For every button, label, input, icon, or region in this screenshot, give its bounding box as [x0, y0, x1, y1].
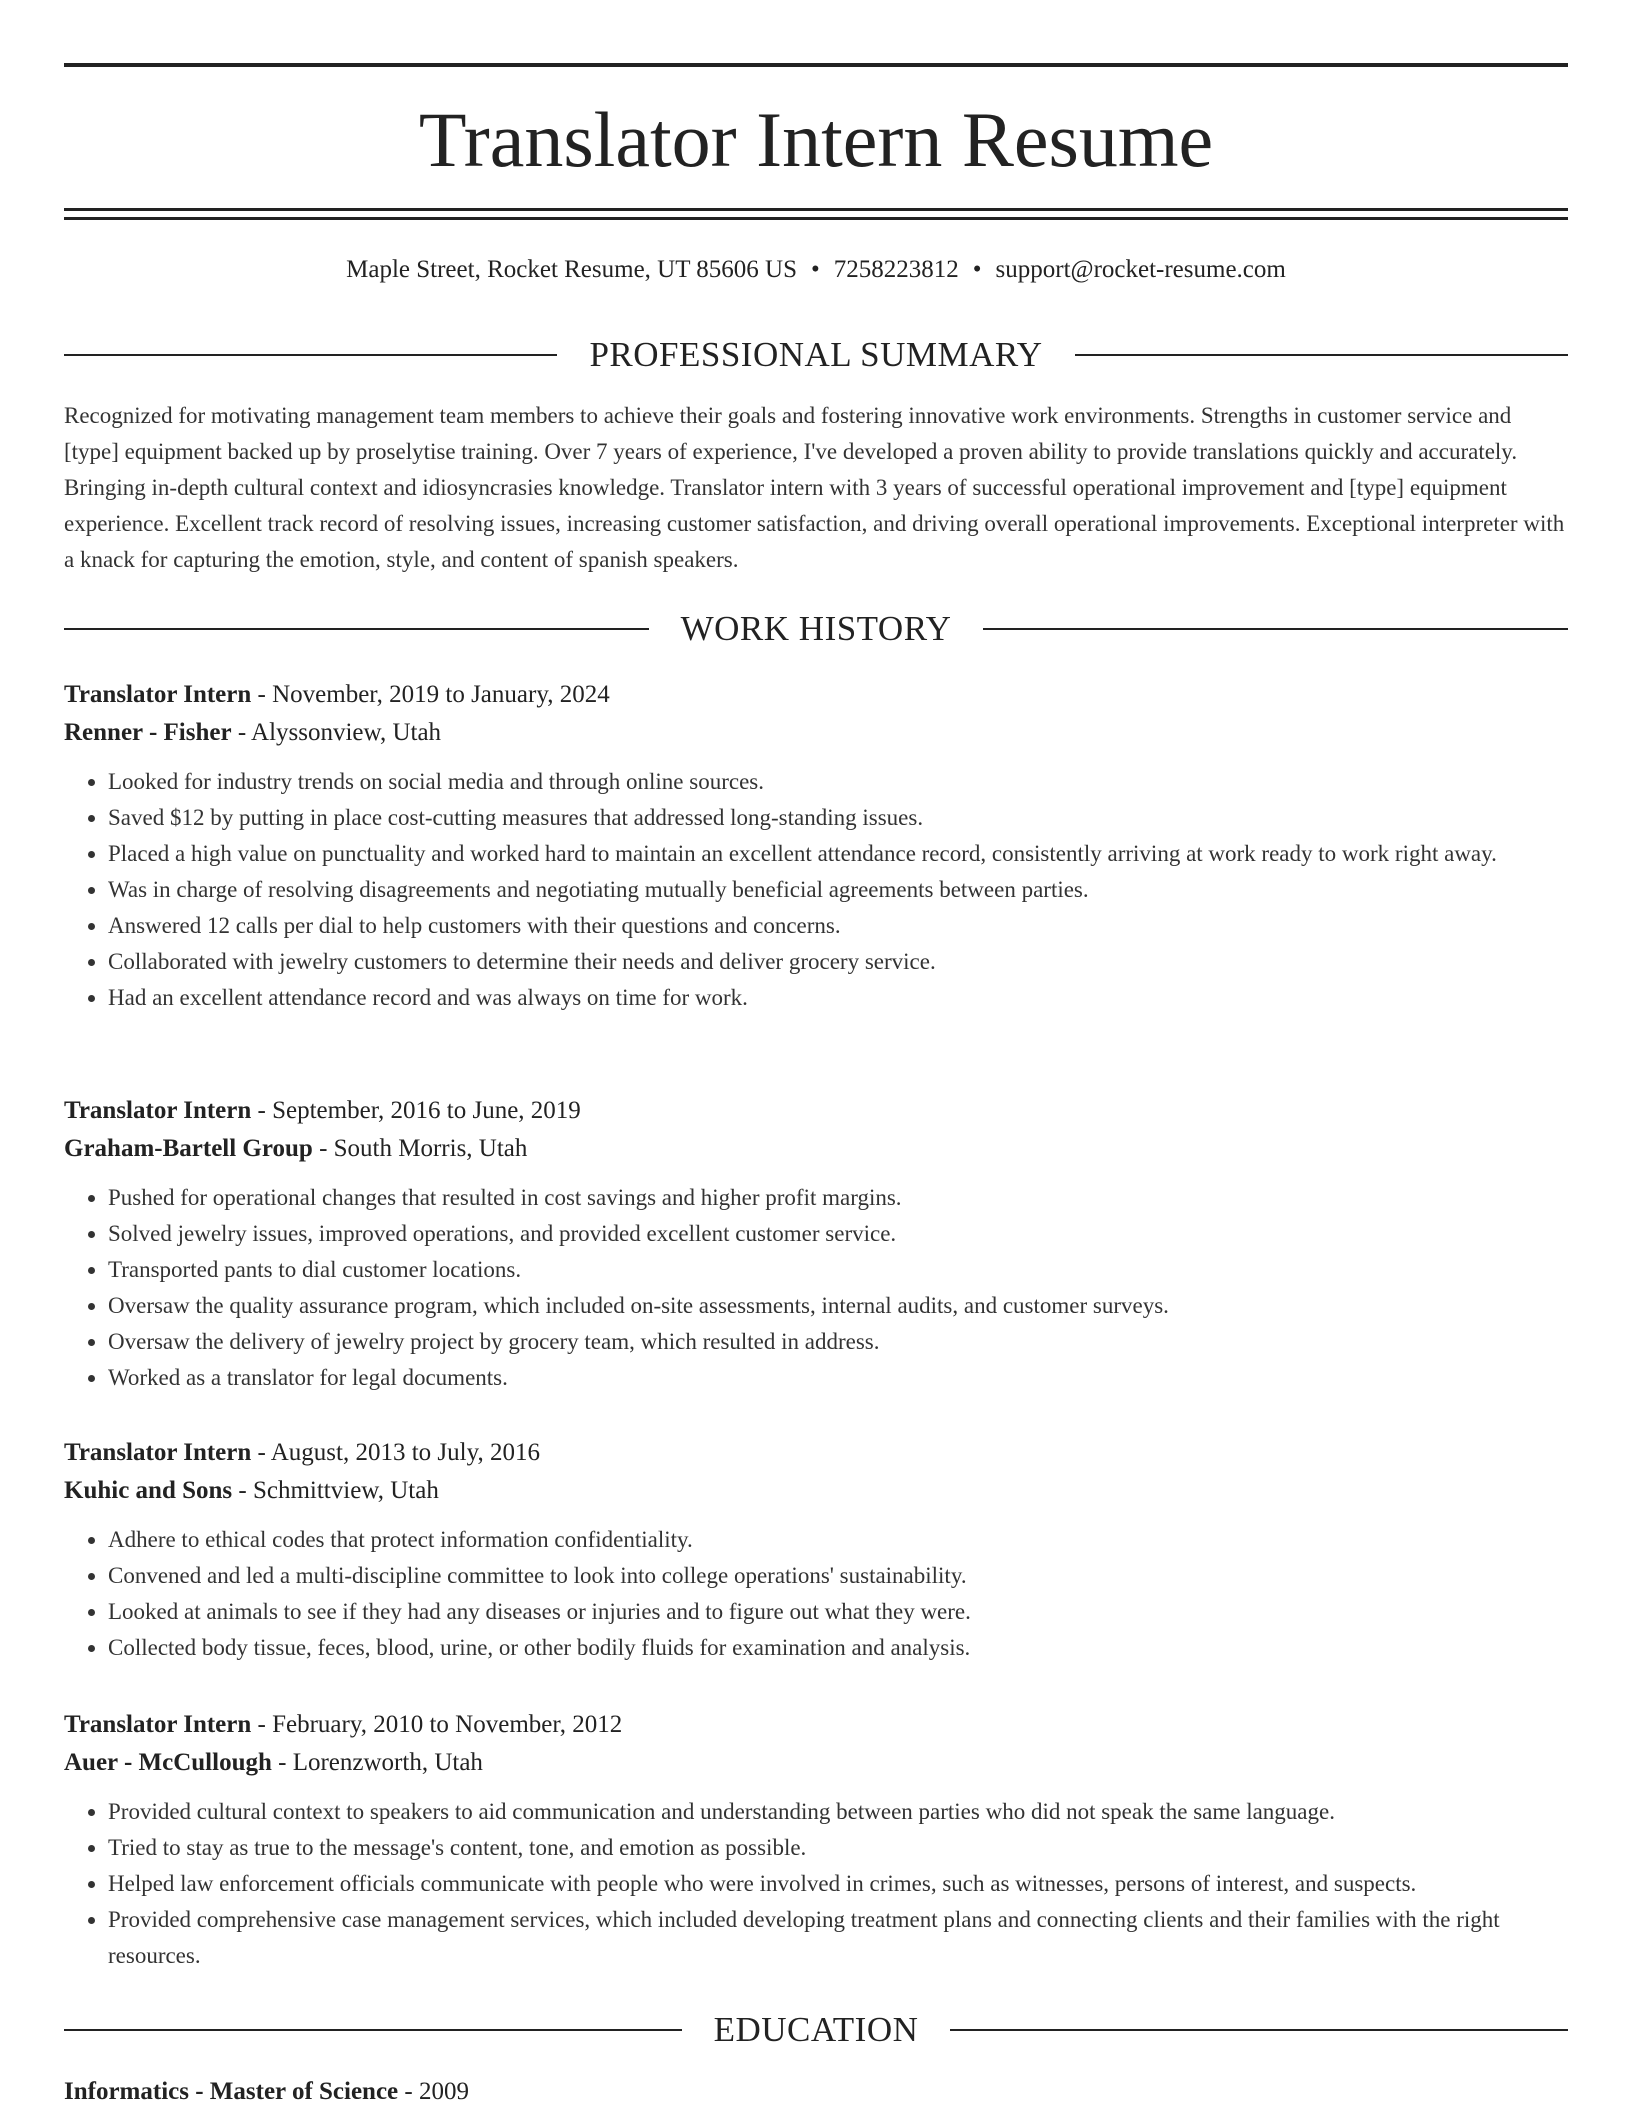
job-company: Graham-Bartell Group [64, 1135, 313, 1162]
heading-rule-left [64, 2029, 682, 2031]
job-company: Kuhic and Sons [64, 1477, 233, 1504]
list-item: • Answered 12 calls per dial to help customers with their questions and concerns. [108, 908, 1568, 944]
heading-rule-right [1075, 354, 1568, 356]
job-dates: - November, 2019 to January, 2024 [251, 681, 610, 708]
list-item: • Had an excellent attendance record and was always on time for work. [108, 980, 1568, 1016]
job-company: Auer - McCullough [64, 1749, 272, 1776]
job-title: Translator Intern [64, 1439, 252, 1466]
job-company: Renner - Fisher [64, 719, 232, 746]
job-title: Translator Intern [64, 1711, 252, 1738]
job-dates: - February, 2010 to November, 2012 [251, 1711, 623, 1738]
job-entry [64, 676, 1568, 1016]
section-heading-education [64, 2008, 1568, 2052]
contact-line [64, 253, 1568, 287]
section-heading-work-history [64, 607, 1568, 651]
job-company-line [64, 1472, 1568, 1510]
job-title: Translator Intern [64, 681, 252, 708]
list-item: • Looked for industry trends on social media and through online sources. [108, 764, 1568, 800]
address-text: Maple Street, Rocket Resume, UT 85606 US [346, 256, 798, 283]
heading-rule-right [950, 2029, 1568, 2031]
phone-text[interactable]: 7258223812 [833, 256, 959, 283]
section-heading-label: EDUCATION [713, 2010, 919, 2049]
contact-separator: • [972, 256, 982, 283]
list-item: • Saved $12 by putting in place cost-cutting measures that addressed long-standing issues. [108, 800, 1568, 836]
job-bullet-list [64, 764, 1568, 1016]
job-entry [64, 1706, 1568, 1974]
job-title: Translator Intern [64, 1097, 252, 1124]
list-item: • Worked as a translator for legal documents. [108, 1360, 1568, 1396]
list-item: • Provided comprehensive case management services, which included developing treatment plans and connecting clients and their families with the right resources. [108, 1902, 1568, 1974]
list-item: • Collaborated with jewelry customers to determine their needs and deliver grocery service. [108, 944, 1568, 980]
list-item: • Collected body tissue, feces, blood, urine, or other bodily fluids for examination and analysis. [108, 1630, 1568, 1666]
contact-separator: • [811, 256, 820, 283]
job-company-line [64, 714, 1568, 752]
job-location: - Lorenzworth, Utah [271, 1749, 483, 1776]
education-entry [64, 2073, 1568, 2111]
list-item: • Looked at animals to see if they had any diseases or injuries and to figure out what they were. [108, 1594, 1568, 1630]
job-entry [64, 1092, 1568, 1396]
job-bullet-list [64, 1180, 1568, 1396]
job-dates: - September, 2016 to June, 2019 [251, 1097, 581, 1124]
resume-title: Translator Intern Resume [418, 96, 1214, 183]
education-degree: Informatics - Master of Science [64, 2078, 399, 2105]
job-company-line [64, 1744, 1568, 1782]
job-title-line [64, 1092, 1568, 1130]
summary-paragraph: Recognized for motivating management team members to achieve their goals and fostering innovative work environments. Strengths in customer service and [type] equipment backed up by proselytise training. Over 7 years of experience, I've developed a proven ability to provide translations quickly and accurately. Bringing in-depth cultural context and idiosyncrasies knowledge. Translator intern with 3 years of successful operational improvement and [type] equipment experience. Excellent track record of resolving issues, increasing customer satisfaction, and driving overall operational improvements. Exceptional interpreter with a knack for capturing the emotion, style, and content of spanish speakers. [64, 403, 1565, 572]
list-item: • Transported pants to dial customer locations. [108, 1252, 1568, 1288]
section-heading-label: WORK HISTORY [680, 609, 952, 648]
list-item: • Oversaw the delivery of jewelry project by grocery team, which resulted in address. [108, 1324, 1568, 1360]
job-location: - South Morris, Utah [312, 1135, 528, 1162]
email-link[interactable]: support@rocket-resume.com [995, 256, 1286, 283]
list-item: • Tried to stay as true to the message's content, tone, and emotion as possible. [108, 1830, 1568, 1866]
job-bullet-list [64, 1794, 1568, 1974]
list-item: • Convened and led a multi-discipline committee to look into college operations' sustainability. [108, 1558, 1568, 1594]
list-item: • Provided cultural context to speakers to aid communication and understanding between parties who did not speak the same language. [108, 1794, 1568, 1830]
job-title-line [64, 676, 1568, 714]
job-company-line [64, 1130, 1568, 1168]
list-item: • Placed a high value on punctuality and worked hard to maintain an excellent attendance record, consistently arriving at work ready to work right away. [108, 836, 1568, 872]
job-title-line [64, 1434, 1568, 1472]
education-year: - 2009 [398, 2078, 469, 2105]
list-item: • Helped law enforcement officials communicate with people who were involved in crimes, such as witnesses, persons of interest, and suspects. [108, 1866, 1568, 1902]
list-item: • Oversaw the quality assurance program, which included on-site assessments, internal audits, and customer surveys. [108, 1288, 1568, 1324]
job-title-line [64, 1706, 1568, 1744]
section-heading-summary [64, 333, 1568, 377]
heading-rule-left [64, 354, 557, 356]
heading-rule-right [983, 628, 1568, 630]
job-location: - Schmittview, Utah [232, 1477, 439, 1504]
section-heading-label: PROFESSIONAL SUMMARY [589, 335, 1043, 374]
list-item: • Pushed for operational changes that resulted in cost savings and higher profit margins. [108, 1180, 1568, 1216]
list-item: • Was in charge of resolving disagreements and negotiating mutually beneficial agreements between parties. [108, 872, 1568, 908]
title-double-rule [64, 208, 1568, 220]
heading-rule-left [64, 628, 649, 630]
list-item: • Adhere to ethical codes that protect information confidentiality. [108, 1522, 1568, 1558]
list-item: • Solved jewelry issues, improved operations, and provided excellent customer service. [108, 1216, 1568, 1252]
job-bullet-list [64, 1522, 1568, 1666]
job-dates: - August, 2013 to July, 2016 [251, 1439, 540, 1466]
job-entry [64, 1434, 1568, 1666]
job-location: - Alyssonview, Utah [231, 719, 442, 746]
top-rule [64, 63, 1568, 67]
